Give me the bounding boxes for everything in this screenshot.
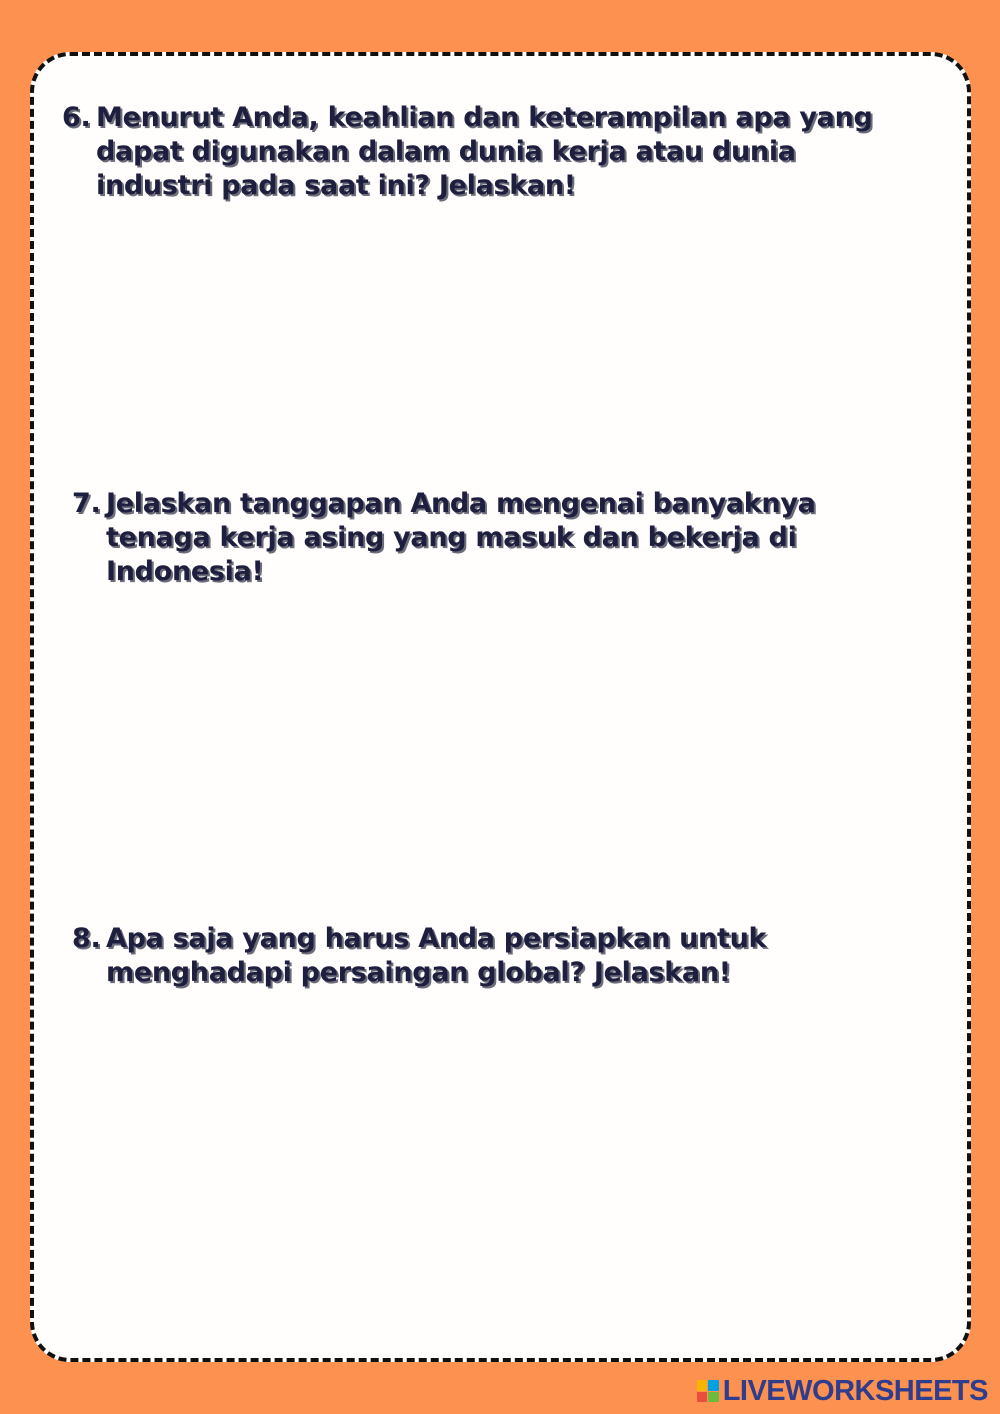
logo-square-3 [697,1392,708,1403]
logo-square-2 [708,1380,719,1391]
logo-square-1 [697,1380,708,1391]
liveworksheets-logo-text: LIVEWORKSHEETS [722,1375,988,1407]
question-7-line-2: tenaga kerja asing yang masuk dan bekerja di [106,522,797,553]
question-8-number: 8. [72,923,101,954]
question-6 [62,101,873,203]
question-6-number: 6. [62,102,91,133]
logo-square-4 [708,1392,719,1403]
question-6-line-2: dapat digunakan dalam dunia kerja atau dunia [96,136,796,167]
question-8-line-2: menghadapi persaingan global? Jelaskan! [106,957,731,988]
question-6-line-1: Menurut Anda, keahlian dan keterampilan apa yang [96,102,873,133]
question-6-line-3: industri pada saat ini? Jelaskan! [96,170,576,201]
question-8 [72,922,766,990]
liveworksheets-logo-icon [697,1380,719,1402]
answer-area-8[interactable] [70,1000,930,1330]
question-7-line-3: Indonesia! [106,556,264,587]
answer-area-7[interactable] [70,600,930,900]
question-7-number: 7. [72,488,101,519]
liveworksheets-logo [697,1376,988,1406]
question-7-line-1: Jelaskan tanggapan Anda mengenai banyaknya [106,488,816,519]
answer-area-6[interactable] [70,210,930,470]
question-7 [72,487,816,589]
question-8-line-1: Apa saja yang harus Anda persiapkan untuk [106,923,767,954]
